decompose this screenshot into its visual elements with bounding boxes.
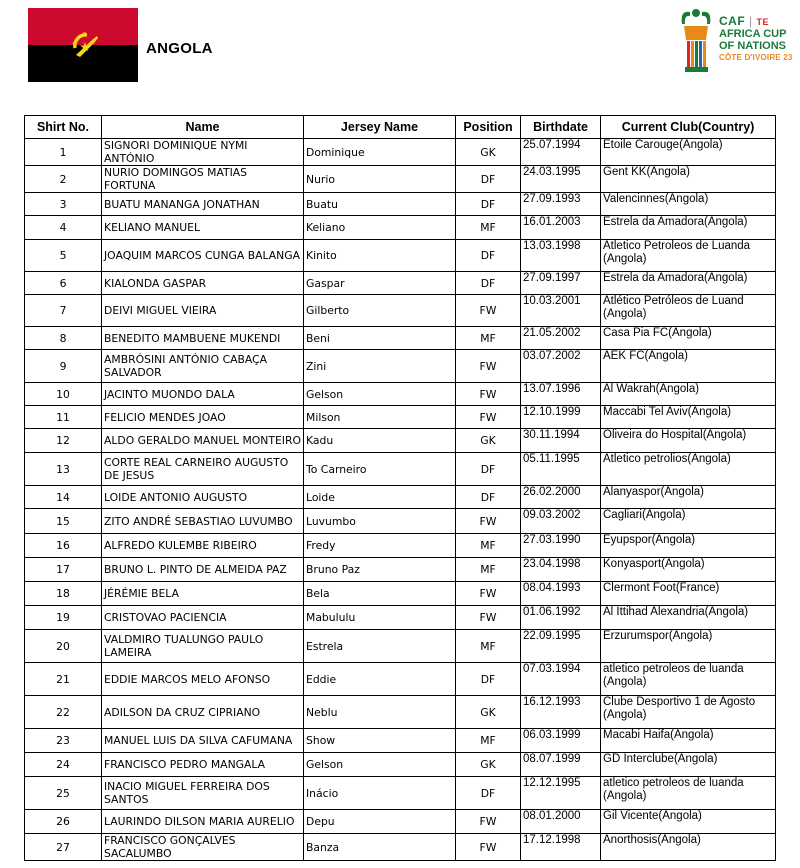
birthdate-cell: 09.03.2002 (521, 509, 601, 534)
shirt-number-cell: 7 (25, 295, 102, 327)
jersey-name-cell: Zini (304, 350, 456, 383)
current-club-cell: atletico petroleos de luanda (Angola) (601, 663, 776, 696)
tournament-name: AFRICA CUP OF NATIONS (719, 28, 787, 52)
position-cell: MF (456, 216, 521, 240)
current-club-cell: Clermont Foot(France) (601, 582, 776, 606)
table-row (25, 272, 776, 295)
table-row (25, 509, 776, 534)
current-club-cell: Atletico Petroleos de Luanda (Angola) (601, 240, 776, 272)
position-cell: GK (456, 753, 521, 777)
current-club-cell: Maccabi Tel Aviv(Angola) (601, 406, 776, 429)
position-cell: DF (456, 193, 521, 216)
birthdate-cell: 21.05.2002 (521, 327, 601, 350)
partner-mark: TE (756, 17, 769, 27)
table-row (25, 558, 776, 582)
jersey-name-cell: Kinito (304, 240, 456, 272)
position-cell: FW (456, 406, 521, 429)
table-row (25, 166, 776, 193)
jersey-name-cell: Kadu (304, 429, 456, 453)
jersey-name-cell: Keliano (304, 216, 456, 240)
current-club-cell: Estrela da Amadora(Angola) (601, 216, 776, 240)
header-shirt-no: Shirt No. (25, 116, 102, 139)
player-name-cell: MANUEL LUIS DA SILVA CAFUMANA (102, 729, 304, 753)
player-name-cell: FELICIO MENDES JOAO (102, 406, 304, 429)
current-club-cell: Al Ittihad Alexandria(Angola) (601, 606, 776, 630)
jersey-name-cell: Beni (304, 327, 456, 350)
birthdate-cell: 03.07.2002 (521, 350, 601, 383)
position-cell: DF (456, 240, 521, 272)
table-row (25, 630, 776, 663)
table-row (25, 753, 776, 777)
player-name-cell: JOAQUIM MARCOS CUNGA BALANGA (102, 240, 304, 272)
birthdate-cell: 01.06.1992 (521, 606, 601, 630)
table-row (25, 534, 776, 558)
position-cell: FW (456, 834, 521, 861)
header-current-club: Current Club(Country) (601, 116, 776, 139)
jersey-name-cell: Luvumbo (304, 509, 456, 534)
player-name-cell: LAURINDO DILSON MARIA AURELIO (102, 810, 304, 834)
current-club-cell: GD Interclube(Angola) (601, 753, 776, 777)
position-cell: MF (456, 630, 521, 663)
birthdate-cell: 24.03.1995 (521, 166, 601, 193)
shirt-number-cell: 12 (25, 429, 102, 453)
current-club-cell: Estrela da Amadora(Angola) (601, 272, 776, 295)
player-name-cell: KELIANO MANUEL (102, 216, 304, 240)
table-row (25, 606, 776, 630)
current-club-cell: atletico petroleos de luanda (Angola) (601, 777, 776, 810)
player-name-cell: JACINTO MUONDO DALA (102, 383, 304, 406)
player-name-cell: FRANCISCO PEDRO MANGALA (102, 753, 304, 777)
player-name-cell: LOIDE ANTONIO AUGUSTO (102, 486, 304, 509)
trophy-icon (676, 6, 716, 74)
shirt-number-cell: 21 (25, 663, 102, 696)
jersey-name-cell: Show (304, 729, 456, 753)
birthdate-cell: 16.01.2003 (521, 216, 601, 240)
table-row (25, 406, 776, 429)
position-cell: DF (456, 272, 521, 295)
position-cell: FW (456, 383, 521, 406)
current-club-cell: Atletico petrolios(Angola) (601, 453, 776, 486)
position-cell: FW (456, 350, 521, 383)
position-cell: FW (456, 582, 521, 606)
birthdate-cell: 23.04.1998 (521, 558, 601, 582)
birthdate-cell: 06.03.1999 (521, 729, 601, 753)
table-row (25, 582, 776, 606)
birthdate-cell: 10.03.2001 (521, 295, 601, 327)
player-name-cell: EDDIE MARCOS MELO AFONSO (102, 663, 304, 696)
birthdate-cell: 08.01.2000 (521, 810, 601, 834)
current-club-cell: Oliveira do Hospital(Angola) (601, 429, 776, 453)
jersey-name-cell: Bruno Paz (304, 558, 456, 582)
table-row (25, 327, 776, 350)
current-club-cell: Etoile Carouge(Angola) (601, 139, 776, 166)
position-cell: GK (456, 696, 521, 729)
jersey-name-cell: Depu (304, 810, 456, 834)
position-cell: MF (456, 558, 521, 582)
position-cell: FW (456, 295, 521, 327)
angola-flag (28, 8, 138, 82)
player-name-cell: ZITO ANDRÉ SEBASTIAO LUVUMBO (102, 509, 304, 534)
shirt-number-cell: 5 (25, 240, 102, 272)
player-name-cell: INACIO MIGUEL FERREIRA DOS SANTOS (102, 777, 304, 810)
player-name-cell: AMBRÓSINI ANTÓNIO CABAÇA SALVADOR (102, 350, 304, 383)
shirt-number-cell: 3 (25, 193, 102, 216)
shirt-number-cell: 15 (25, 509, 102, 534)
shirt-number-cell: 23 (25, 729, 102, 753)
player-name-cell: BUATU MANANGA JONATHAN (102, 193, 304, 216)
birthdate-cell: 22.09.1995 (521, 630, 601, 663)
current-club-cell: Clube Desportivo 1 de Agosto (Angola) (601, 696, 776, 729)
position-cell: MF (456, 327, 521, 350)
birthdate-cell: 30.11.1994 (521, 429, 601, 453)
table-row (25, 429, 776, 453)
current-club-cell: Gent KK(Angola) (601, 166, 776, 193)
position-cell: GK (456, 429, 521, 453)
player-name-cell: CRISTOVAO PACIENCIA (102, 606, 304, 630)
shirt-number-cell: 20 (25, 630, 102, 663)
header-birthdate: Birthdate (521, 116, 601, 139)
table-row (25, 486, 776, 509)
table-row (25, 295, 776, 327)
birthdate-cell: 17.12.1998 (521, 834, 601, 861)
position-cell: MF (456, 729, 521, 753)
caf-wordmark: CAF | TE (719, 14, 769, 28)
current-club-cell: AEK FC(Angola) (601, 350, 776, 383)
shirt-number-cell: 14 (25, 486, 102, 509)
current-club-cell: Alanyaspor(Angola) (601, 486, 776, 509)
birthdate-cell: 07.03.1994 (521, 663, 601, 696)
current-club-cell: Cagliari(Angola) (601, 509, 776, 534)
table-row (25, 216, 776, 240)
player-name-cell: FRANCISCO GONÇALVES SACALUMBO (102, 834, 304, 861)
shirt-number-cell: 8 (25, 327, 102, 350)
birthdate-cell: 08.07.1999 (521, 753, 601, 777)
birthdate-cell: 25.07.1994 (521, 139, 601, 166)
jersey-name-cell: Dominique (304, 139, 456, 166)
table-row (25, 663, 776, 696)
shirt-number-cell: 9 (25, 350, 102, 383)
shirt-number-cell: 19 (25, 606, 102, 630)
current-club-cell: Al Wakrah(Angola) (601, 383, 776, 406)
shirt-number-cell: 6 (25, 272, 102, 295)
current-club-cell: Konyasport(Angola) (601, 558, 776, 582)
current-club-cell: Valencinnes(Angola) (601, 193, 776, 216)
birthdate-cell: 13.07.1996 (521, 383, 601, 406)
table-header-row (25, 116, 776, 139)
player-name-cell: BENEDITO MAMBUENE MUKENDI (102, 327, 304, 350)
header-position: Position (456, 116, 521, 139)
table-row (25, 240, 776, 272)
header-jersey-name: Jersey Name (304, 116, 456, 139)
current-club-cell: Eyupspor(Angola) (601, 534, 776, 558)
jersey-name-cell: Mabululu (304, 606, 456, 630)
squad-table (24, 115, 776, 861)
shirt-number-cell: 25 (25, 777, 102, 810)
position-cell: FW (456, 509, 521, 534)
table-row (25, 810, 776, 834)
birthdate-cell: 26.02.2000 (521, 486, 601, 509)
shirt-number-cell: 22 (25, 696, 102, 729)
jersey-name-cell: Gelson (304, 753, 456, 777)
jersey-name-cell: Estrela (304, 630, 456, 663)
flag-emblem-icon (68, 28, 102, 62)
shirt-number-cell: 11 (25, 406, 102, 429)
shirt-number-cell: 27 (25, 834, 102, 861)
birthdate-cell: 12.10.1999 (521, 406, 601, 429)
position-cell: DF (456, 453, 521, 486)
jersey-name-cell: Milson (304, 406, 456, 429)
position-cell: GK (456, 139, 521, 166)
jersey-name-cell: Buatu (304, 193, 456, 216)
current-club-cell: Gil Vicente(Angola) (601, 810, 776, 834)
position-cell: DF (456, 777, 521, 810)
player-name-cell: BRUNO L. PINTO DE ALMEIDA PAZ (102, 558, 304, 582)
birthdate-cell: 27.09.1997 (521, 272, 601, 295)
player-name-cell: ALDO GERALDO MANUEL MONTEIRO (102, 429, 304, 453)
jersey-name-cell: Banza (304, 834, 456, 861)
jersey-name-cell: To Carneiro (304, 453, 456, 486)
player-name-cell: VALDMIRO TUALUNGO PAULO LAMEIRA (102, 630, 304, 663)
player-name-cell: DEIVI MIGUEL VIEIRA (102, 295, 304, 327)
birthdate-cell: 13.03.1998 (521, 240, 601, 272)
jersey-name-cell: Fredy (304, 534, 456, 558)
jersey-name-cell: Gilberto (304, 295, 456, 327)
birthdate-cell: 08.04.1993 (521, 582, 601, 606)
jersey-name-cell: Inácio (304, 777, 456, 810)
current-club-cell: Anorthosis(Angola) (601, 834, 776, 861)
shirt-number-cell: 13 (25, 453, 102, 486)
table-row (25, 696, 776, 729)
table-row (25, 193, 776, 216)
current-club-cell: Erzurumspor(Angola) (601, 630, 776, 663)
tournament-host: CÔTE D'IVOIRE 23 (719, 53, 793, 62)
player-name-cell: ALFREDO KULEMBE RIBEIRO (102, 534, 304, 558)
jersey-name-cell: Bela (304, 582, 456, 606)
table-row (25, 453, 776, 486)
player-name-cell: ADILSON DA CRUZ CIPRIANO (102, 696, 304, 729)
current-club-cell: Atlético Petróleos de Luand (Angola) (601, 295, 776, 327)
afcon-logo (676, 6, 798, 74)
birthdate-cell: 05.11.1995 (521, 453, 601, 486)
player-name-cell: NURIO DOMINGOS MATIAS FORTUNA (102, 166, 304, 193)
player-name-cell: JÉRÉMIE BELA (102, 582, 304, 606)
current-club-cell: Macabi Haifa(Angola) (601, 729, 776, 753)
position-cell: DF (456, 166, 521, 193)
player-name-cell: CORTE REAL CARNEIRO AUGUSTO DE JESUS (102, 453, 304, 486)
position-cell: FW (456, 606, 521, 630)
current-club-cell: Casa Pia FC(Angola) (601, 327, 776, 350)
shirt-number-cell: 24 (25, 753, 102, 777)
shirt-number-cell: 10 (25, 383, 102, 406)
shirt-number-cell: 18 (25, 582, 102, 606)
player-name-cell: KIALONDA GASPAR (102, 272, 304, 295)
jersey-name-cell: Nurio (304, 166, 456, 193)
birthdate-cell: 27.09.1993 (521, 193, 601, 216)
position-cell: FW (456, 810, 521, 834)
jersey-name-cell: Gelson (304, 383, 456, 406)
table-row (25, 777, 776, 810)
jersey-name-cell: Eddie (304, 663, 456, 696)
country-name: ANGOLA (146, 40, 213, 57)
table-row (25, 383, 776, 406)
header-name: Name (102, 116, 304, 139)
birthdate-cell: 16.12.1993 (521, 696, 601, 729)
table-row (25, 139, 776, 166)
table-row (25, 729, 776, 753)
table-row (25, 350, 776, 383)
jersey-name-cell: Neblu (304, 696, 456, 729)
jersey-name-cell: Gaspar (304, 272, 456, 295)
position-cell: DF (456, 663, 521, 696)
shirt-number-cell: 17 (25, 558, 102, 582)
shirt-number-cell: 1 (25, 139, 102, 166)
player-name-cell: SIGNORI DOMINIQUE NYMI ANTÓNIO (102, 139, 304, 166)
position-cell: MF (456, 534, 521, 558)
table-row (25, 834, 776, 861)
shirt-number-cell: 16 (25, 534, 102, 558)
jersey-name-cell: Loide (304, 486, 456, 509)
birthdate-cell: 27.03.1990 (521, 534, 601, 558)
shirt-number-cell: 2 (25, 166, 102, 193)
shirt-number-cell: 4 (25, 216, 102, 240)
position-cell: DF (456, 486, 521, 509)
shirt-number-cell: 26 (25, 810, 102, 834)
birthdate-cell: 12.12.1995 (521, 777, 601, 810)
